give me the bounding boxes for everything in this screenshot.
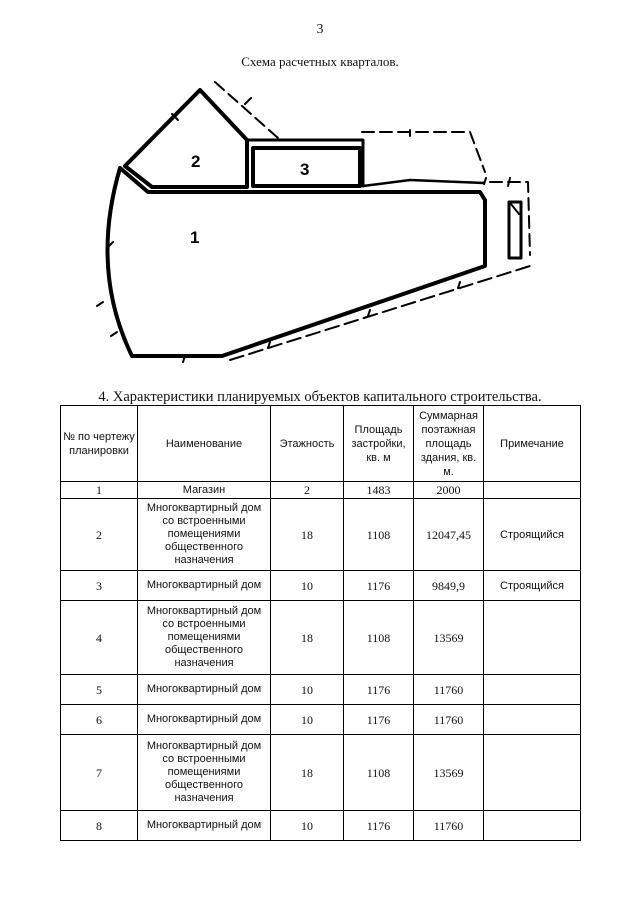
cell-area: 1176: [344, 811, 414, 841]
cell-note: [484, 601, 581, 675]
cell-area: 1108: [344, 601, 414, 675]
header-num: № по чертежу планировки: [61, 406, 138, 482]
header-name: Наименование: [138, 406, 271, 482]
table-row: [61, 675, 581, 705]
table-row: [61, 705, 581, 735]
cell-area: 1176: [344, 705, 414, 735]
header-note: Примечание: [484, 406, 581, 482]
cell-floors: 10: [271, 571, 344, 601]
cell-name: Многоквартирный дом: [138, 571, 271, 601]
cell-area: 1108: [344, 735, 414, 811]
cell-total: 11760: [414, 811, 484, 841]
cell-note: [484, 735, 581, 811]
scheme-title: Схема расчетных кварталов.: [241, 54, 399, 69]
cell-total: 2000: [414, 482, 484, 499]
cell-name: Многоквартирный дом со встроенными помещениями общественного назначения: [138, 499, 271, 571]
table-row: [61, 499, 581, 571]
table-row: [61, 482, 581, 499]
cell-name: Многоквартирный дом: [138, 811, 271, 841]
cell-note: Строящийся: [484, 499, 581, 571]
cell-note: [484, 675, 581, 705]
cell-area: 1176: [344, 571, 414, 601]
cell-area: 1483: [344, 482, 414, 499]
table-row: [61, 571, 581, 601]
quarter-2-outline: [125, 90, 247, 187]
cell-total: 12047,45: [414, 499, 484, 571]
cell-note: [484, 482, 581, 499]
cell-num: 3: [61, 571, 138, 601]
header-floors: Этажность: [271, 406, 344, 482]
cell-floors: 18: [271, 735, 344, 811]
cell-floors: 10: [271, 705, 344, 735]
cell-total: 9849,9: [414, 571, 484, 601]
cell-name: Магазин: [138, 482, 271, 499]
cell-num: 4: [61, 601, 138, 675]
cell-floors: 18: [271, 601, 344, 675]
section-title: 4. Характеристики планируемых объектов капитального строительства.: [98, 389, 542, 405]
cell-num: 8: [61, 811, 138, 841]
cell-name: Многоквартирный дом со встроенными помещениями общественного назначения: [138, 735, 271, 811]
header-area: Площадь застройки, кв. м: [344, 406, 414, 482]
red-line-top: [215, 82, 278, 138]
table-row: [61, 735, 581, 811]
planned-objects-table: [60, 405, 581, 841]
cell-floors: 18: [271, 499, 344, 571]
red-line-south: [230, 266, 530, 360]
cell-floors: 10: [271, 811, 344, 841]
cell-num: 5: [61, 675, 138, 705]
cell-num: 1: [61, 482, 138, 499]
cell-floors: 10: [271, 675, 344, 705]
cell-total: 13569: [414, 735, 484, 811]
table-row: [61, 601, 581, 675]
cell-total: 13569: [414, 601, 484, 675]
cell-num: 7: [61, 735, 138, 811]
cell-total: 11760: [414, 705, 484, 735]
quarter-label-1: 1: [190, 228, 200, 247]
quarter-label-3: 3: [300, 160, 310, 179]
cell-floors: 2: [271, 482, 344, 499]
cell-total: 11760: [414, 675, 484, 705]
block-scheme-diagram: [80, 70, 550, 370]
cell-note: [484, 811, 581, 841]
cell-name: Многоквартирный дом со встроенными помещениями общественного назначения: [138, 601, 271, 675]
cell-area: 1176: [344, 675, 414, 705]
cell-note: [484, 705, 581, 735]
cell-name: Многоквартирный дом: [138, 705, 271, 735]
table-row: [61, 811, 581, 841]
header-total: Суммарная поэтажная площадь здания, кв. м.: [414, 406, 484, 482]
cell-note: Строящийся: [484, 571, 581, 601]
cell-name: Многоквартирный дом: [138, 675, 271, 705]
red-line-right: [362, 132, 485, 172]
cell-num: 6: [61, 705, 138, 735]
quarter-label-2: 2: [191, 152, 201, 171]
cell-area: 1108: [344, 499, 414, 571]
page-number: 3: [316, 22, 324, 37]
cell-num: 2: [61, 499, 138, 571]
quarter-1-outline: [108, 168, 486, 356]
